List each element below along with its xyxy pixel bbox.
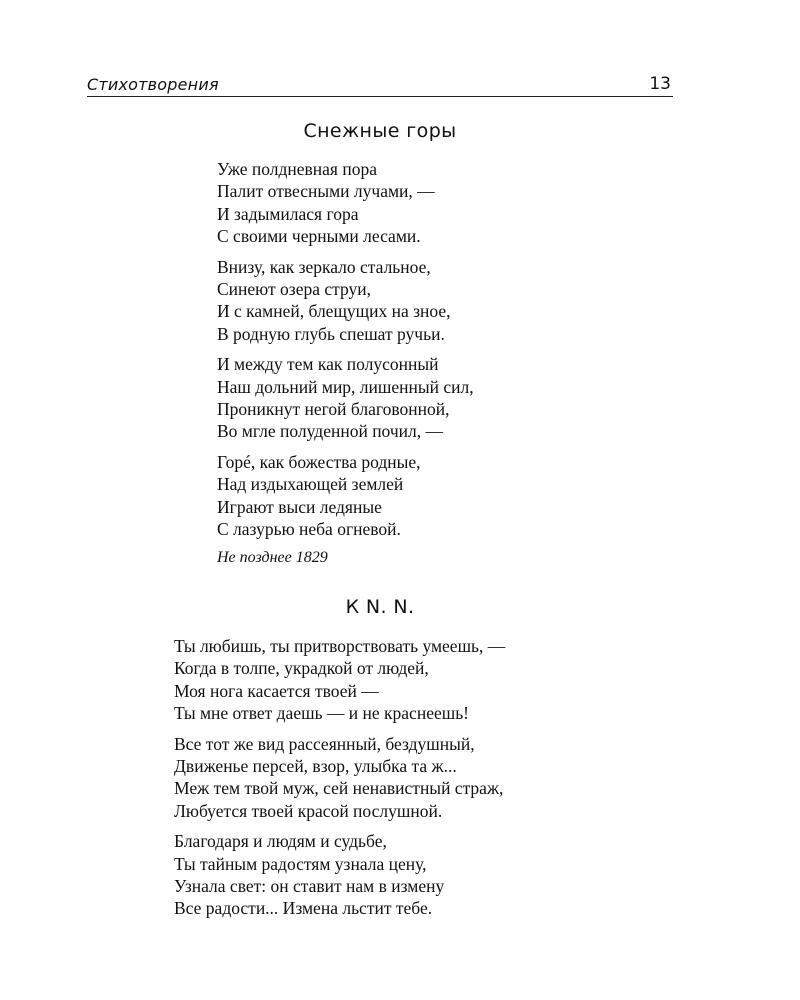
poem-line: С своими черными лесами. [217, 226, 421, 247]
poem-line: Все радости... Измена льстит тебе. [174, 898, 433, 919]
poem-line: Движенье персей, взор, улыбка та ж... [174, 756, 457, 777]
poem-line: Синеют озера струи, [217, 279, 371, 300]
poem-line: Ты любишь, ты притворствовать умеешь, — [174, 636, 506, 656]
stanza [217, 158, 474, 248]
running-head [87, 74, 673, 97]
poem-line: Уже полдневная пора [217, 159, 377, 179]
poem-line: С лазурью неба огневой. [217, 519, 401, 540]
page-number: 13 [649, 74, 671, 94]
poem-line: Играют выси ледяные [217, 496, 382, 517]
running-title: Стихотворения [87, 75, 219, 94]
poem-line: Моя нога касается твоей — [174, 680, 379, 701]
poem-line: Любуется твоей красой послушной. [174, 800, 443, 821]
poem-line: Палит отвесными лучами, — [217, 181, 435, 202]
poem-line: Меж тем твой муж, сей ненавистный страж, [174, 778, 504, 799]
poem-text [217, 158, 474, 569]
poem-title: Снежные горы [303, 120, 457, 142]
stanza [174, 830, 505, 920]
poem-line: Над издыхающей землей [217, 474, 404, 495]
poem-line: Благодаря и людям и судьбе, [174, 831, 387, 852]
poem-line: Проникнут негой благовонной, [217, 399, 450, 420]
stanza [217, 256, 474, 346]
poem-line: И задымилася гора [217, 203, 359, 224]
stanza [217, 451, 474, 541]
poem-line: Во мгле полуденной почил, — [217, 421, 444, 442]
poem-line: И между тем как полусонный [217, 354, 439, 375]
stanza [217, 353, 474, 443]
poem-line: Горé, как божества родные, [217, 451, 421, 472]
stanza [174, 733, 505, 823]
poem-line: Внизу, как зеркало стальное, [217, 256, 431, 277]
stanza [174, 635, 505, 725]
poem-date: Не позднее 1829 [217, 548, 328, 566]
poem-line: Когда в толпе, украдкой от людей, [174, 658, 429, 679]
poem-line: Ты мне ответ даешь — и не краснеешь! [174, 703, 470, 724]
poem-line: Наш дольний мир, лишенный сил, [217, 376, 474, 397]
poem-line: В родную глубь спешат ручьи. [217, 323, 445, 344]
poem-line: Узнала свет: он ставит нам в измену [174, 876, 445, 897]
poem-title: К N. N. [345, 596, 415, 618]
poem-line: И с камней, блещущих на зное, [217, 301, 451, 322]
poem-line: Все тот же вид рассеянный, бездушный, [174, 733, 475, 754]
poem-text [174, 635, 505, 928]
poem-line: Ты тайным радостям узнала цену, [174, 853, 427, 874]
